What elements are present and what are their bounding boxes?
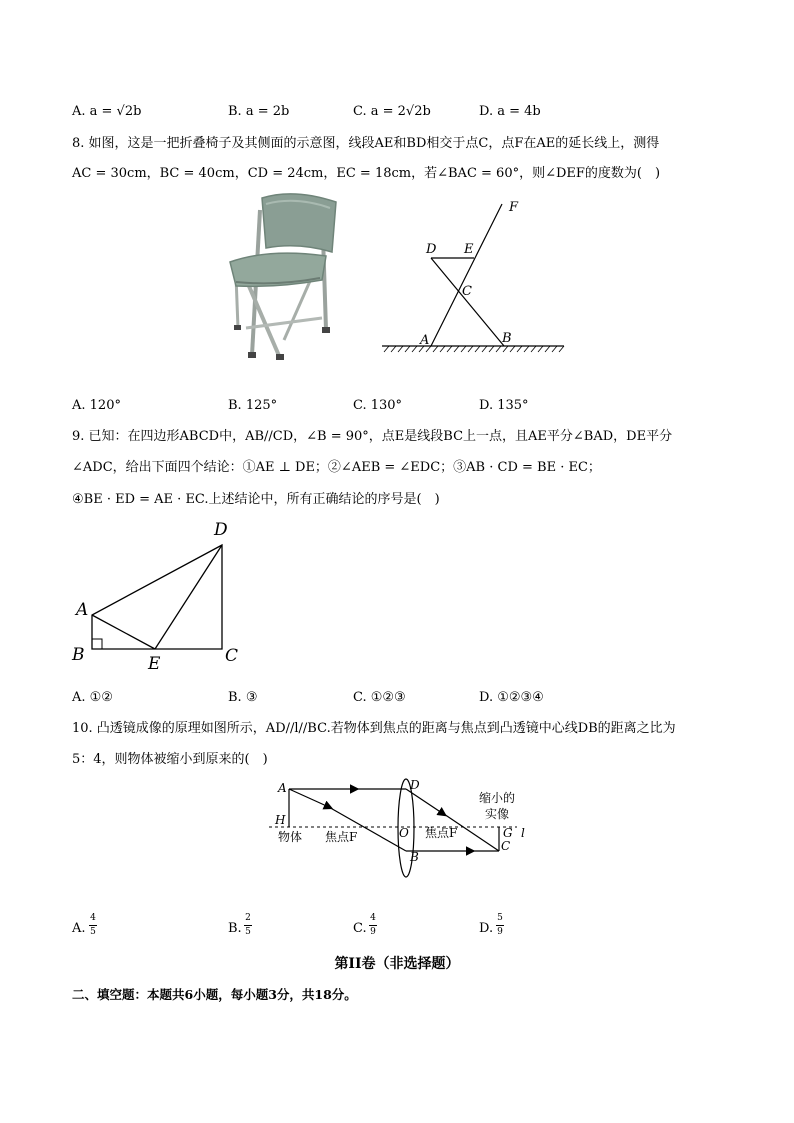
q10-option-a-label: A. xyxy=(72,921,86,936)
label-e: E xyxy=(464,242,474,257)
q9-stem-line2: ∠ADC，给出下面四个结论：①AE ⊥ DE；②∠AEB = ∠EDC；③AB · CD = BE · EC； xyxy=(72,460,601,475)
fraction-bar xyxy=(89,925,97,926)
q10-stem-line1: 10. 凸透镜成像的原理如图所示，AD//l//BC.若物体到焦点的距离与焦点到凸透镜中心线DB的距离之比为 xyxy=(72,721,676,736)
q10-option-d-numerator: 5 xyxy=(497,913,503,923)
q8-option-b: B. 125° xyxy=(228,398,278,413)
fraction-bar xyxy=(244,925,252,926)
q7-option-b: B. a = 2b xyxy=(228,104,290,119)
label-o: O xyxy=(399,826,409,840)
q10-option-b-denominator: 5 xyxy=(245,927,251,937)
label-image-line1: 缩小的 xyxy=(479,791,516,805)
label-d: D xyxy=(410,778,420,792)
label-h: H xyxy=(275,813,286,827)
segment-ae xyxy=(92,615,155,649)
fill-in-heading: 二、填空题：本题共6小题，每小题3分，共18分。 xyxy=(72,987,357,1002)
segment-de xyxy=(155,545,222,649)
q10-option-c-denominator: 9 xyxy=(370,927,376,937)
label-c: C xyxy=(225,646,239,666)
q10-option-d-label: D. xyxy=(479,921,494,936)
q9-stem-line3: ④BE · ED = AE · EC.上述结论中，所有正确结论的序号是( ) xyxy=(72,492,440,507)
label-c: C xyxy=(501,839,511,853)
q8-figure xyxy=(376,196,576,356)
q8-stem-line2: AC = 30cm，BC = 40cm，CD = 24cm，EC = 18cm，若∠BAC = 60°，则∠DEF的度数为( ) xyxy=(72,166,661,181)
ground-hatching xyxy=(384,346,564,352)
q10-stem-line2: 5：4，则物体被缩小到原来的( ) xyxy=(72,752,268,767)
label-b: B xyxy=(502,331,512,346)
label-a: A xyxy=(278,781,287,795)
label-object: 物体 xyxy=(278,830,303,844)
label-d: D xyxy=(214,520,228,540)
q8-option-a: A. 120° xyxy=(72,398,121,413)
q7-option-a: A. a = √2b xyxy=(72,104,142,119)
label-a: A xyxy=(76,600,89,620)
label-g: G xyxy=(503,826,513,840)
label-focus-right: 焦点F xyxy=(425,826,458,840)
q10-option-a-denominator: 5 xyxy=(90,927,96,937)
right-angle-mark xyxy=(92,639,102,649)
q7-option-d: D. a = 4b xyxy=(479,104,541,119)
q8-option-d: D. 135° xyxy=(479,398,529,413)
q9-option-b: B. ③ xyxy=(228,690,258,705)
label-d: D xyxy=(426,242,437,257)
q8-option-c: C. 130° xyxy=(353,398,403,413)
q9-option-a: A. ①② xyxy=(72,690,113,705)
fraction-bar xyxy=(496,925,504,926)
q10-figure xyxy=(265,775,535,885)
q10-option-b-label: B. xyxy=(228,921,242,936)
quadrilateral-abcd xyxy=(92,545,222,649)
q7-option-c: C. a = 2√2b xyxy=(353,104,431,119)
q10-option-c-numerator: 4 xyxy=(370,913,376,923)
label-focus-left: 焦点F xyxy=(325,830,358,844)
segment-bd xyxy=(431,258,504,346)
label-e: E xyxy=(148,654,161,674)
q10-option-d-denominator: 9 xyxy=(497,927,503,937)
label-b: B xyxy=(72,645,85,665)
label-image-line2: 实像 xyxy=(485,807,510,821)
q9-option-d: D. ①②③④ xyxy=(479,690,544,705)
folding-chair-photo xyxy=(222,190,352,362)
label-c: C xyxy=(462,284,472,299)
label-l: l xyxy=(521,826,525,840)
q9-stem-line1: 9. 已知：在四边形ABCD中，AB//CD，∠B = 90°，点E是线段BC上一点，且AE平分∠BAD，DE平分 xyxy=(72,429,673,444)
segment-af xyxy=(431,204,502,346)
q10-option-b-numerator: 2 xyxy=(245,913,251,923)
q10-option-a-numerator: 4 xyxy=(90,913,96,923)
q10-option-c-label: C. xyxy=(353,921,367,936)
q9-figure xyxy=(68,515,248,675)
label-f: F xyxy=(509,200,519,215)
label-a: A xyxy=(420,333,430,348)
label-b: B xyxy=(410,850,419,864)
fraction-bar xyxy=(369,925,377,926)
q9-option-c: C. ①②③ xyxy=(353,690,406,705)
section-title: 第II卷（非选择题） xyxy=(334,956,460,972)
q8-stem-line1: 8. 如图，这是一把折叠椅子及其侧面的示意图，线段AE和BD相交于点C，点F在AE的延长线上，测得 xyxy=(72,136,660,151)
